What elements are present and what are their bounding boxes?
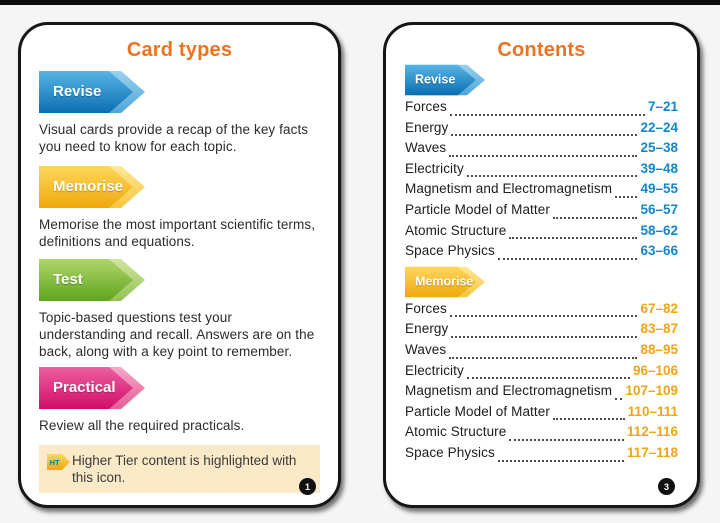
revise-section [39, 70, 320, 155]
toc-topic-label: Waves [405, 341, 447, 357]
ht-icon-text: HT [49, 458, 60, 468]
toc-row [405, 445, 678, 466]
contents-memorise-badge [405, 266, 485, 298]
toc-page-range: 117–118 [626, 444, 678, 460]
toc-topic-label: Electricity [405, 160, 464, 176]
dotted-leader [553, 217, 637, 219]
dotted-leader [615, 398, 622, 400]
toc-page-range: 67–82 [640, 300, 678, 316]
toc-topic-label: Forces [405, 300, 447, 316]
contents-revise-badge-label: Revise [415, 72, 456, 87]
toc-topic-label: Energy [405, 119, 449, 135]
toc-topic-label: Atomic Structure [405, 222, 507, 238]
dotted-leader [498, 258, 638, 260]
contents-memorise-badge-label: Memorise [415, 274, 474, 289]
practical-section [39, 366, 320, 434]
toc-row [405, 243, 678, 264]
toc-row [405, 424, 678, 445]
test-badge-label: Test [53, 270, 83, 288]
toc-page-range: 83–87 [640, 321, 678, 337]
toc-page-range: 96–106 [632, 362, 678, 378]
dotted-leader [467, 377, 630, 379]
dotted-leader [509, 237, 637, 239]
toc-row [405, 181, 678, 202]
toc-page-range: 58–62 [640, 222, 678, 238]
dotted-leader [451, 336, 637, 338]
toc-topic-label: Forces [405, 99, 447, 114]
toc-page-range: 22–24 [640, 119, 678, 135]
toc-topic-label: Space Physics [405, 444, 495, 460]
memorise-badge-label: Memorise [53, 177, 124, 195]
toc-topic-label: Particle Model of Matter [405, 403, 550, 419]
toc-row [405, 301, 678, 322]
toc-topic-label: Energy [405, 321, 449, 337]
dotted-leader [450, 114, 645, 116]
test-description: Topic-based questions test your understanding and recall. Answers are on the back, along with a key point to remember. [39, 310, 315, 359]
page-number-badge: 3 [658, 478, 675, 495]
dotted-leader [449, 357, 637, 359]
contents-page [383, 22, 700, 508]
toc-page-range: 39–48 [640, 160, 678, 176]
toc-row [405, 140, 678, 161]
page-title: Contents [497, 39, 586, 61]
toc-page-range: 7–21 [647, 99, 678, 114]
toc-page-range: 110–111 [627, 403, 678, 419]
revise-description: Visual cards provide a recap of the key facts you need to know for each topic. [39, 122, 309, 154]
practical-badge-label: Practical [53, 378, 116, 396]
page-number-badge: 1 [299, 478, 316, 495]
toc-page-range: 25–38 [640, 140, 678, 156]
toc-topic-label: Atomic Structure [405, 424, 507, 440]
toc-row [405, 223, 678, 244]
toc-topic-label: Particle Model of Matter [405, 201, 550, 217]
toc-row [405, 383, 678, 404]
dotted-leader [467, 175, 638, 177]
toc-row [405, 404, 678, 425]
test-badge [39, 258, 145, 302]
test-section [39, 258, 320, 360]
toc-row [405, 342, 678, 363]
practical-badge [39, 366, 145, 410]
toc-topic-label: Waves [405, 140, 447, 156]
toc-topic-label: Magnetism and Electromagnetism [405, 383, 613, 399]
toc-page-range: 63–66 [640, 243, 678, 259]
toc-page-range: 107–109 [625, 383, 678, 399]
toc-row [405, 120, 678, 141]
dotted-leader [449, 155, 637, 157]
memorise-description: Memorise the most important scientific terms, definitions and equations. [39, 217, 316, 249]
page-title: Card types [126, 39, 233, 61]
dotted-leader [451, 134, 637, 136]
toc-topic-label: Space Physics [405, 243, 495, 259]
toc-row [405, 321, 678, 342]
toc-row [405, 202, 678, 223]
memorise-section [39, 165, 320, 250]
toc-page-range: 88–95 [640, 341, 678, 357]
toc-row [405, 161, 678, 182]
toc-page-range: 112–116 [626, 424, 678, 440]
memorise-toc-list [405, 301, 678, 466]
dotted-leader [553, 418, 625, 420]
dotted-leader [498, 460, 624, 462]
ht-icon [47, 454, 70, 470]
toc-topic-label: Magnetism and Electromagnetism [405, 181, 613, 197]
top-black-bar [0, 0, 720, 5]
toc-row [405, 99, 678, 120]
dotted-leader [615, 196, 637, 198]
memorise-badge [39, 165, 145, 209]
toc-row [405, 363, 678, 384]
dotted-leader [509, 439, 624, 441]
practical-description: Review all the required practicals. [39, 418, 245, 433]
contents-revise-badge [405, 64, 485, 96]
higher-tier-note [39, 445, 320, 493]
higher-tier-note-text: Higher Tier content is highlighted with this icon. [72, 453, 297, 485]
toc-topic-label: Electricity [405, 362, 464, 378]
revise-toc-list [405, 99, 678, 264]
toc-page-range: 56–57 [640, 201, 678, 217]
revise-badge [39, 70, 145, 114]
toc-page-range: 49–55 [640, 181, 678, 197]
revise-badge-label: Revise [53, 82, 102, 100]
card-types-page [18, 22, 341, 508]
dotted-leader [450, 315, 638, 317]
